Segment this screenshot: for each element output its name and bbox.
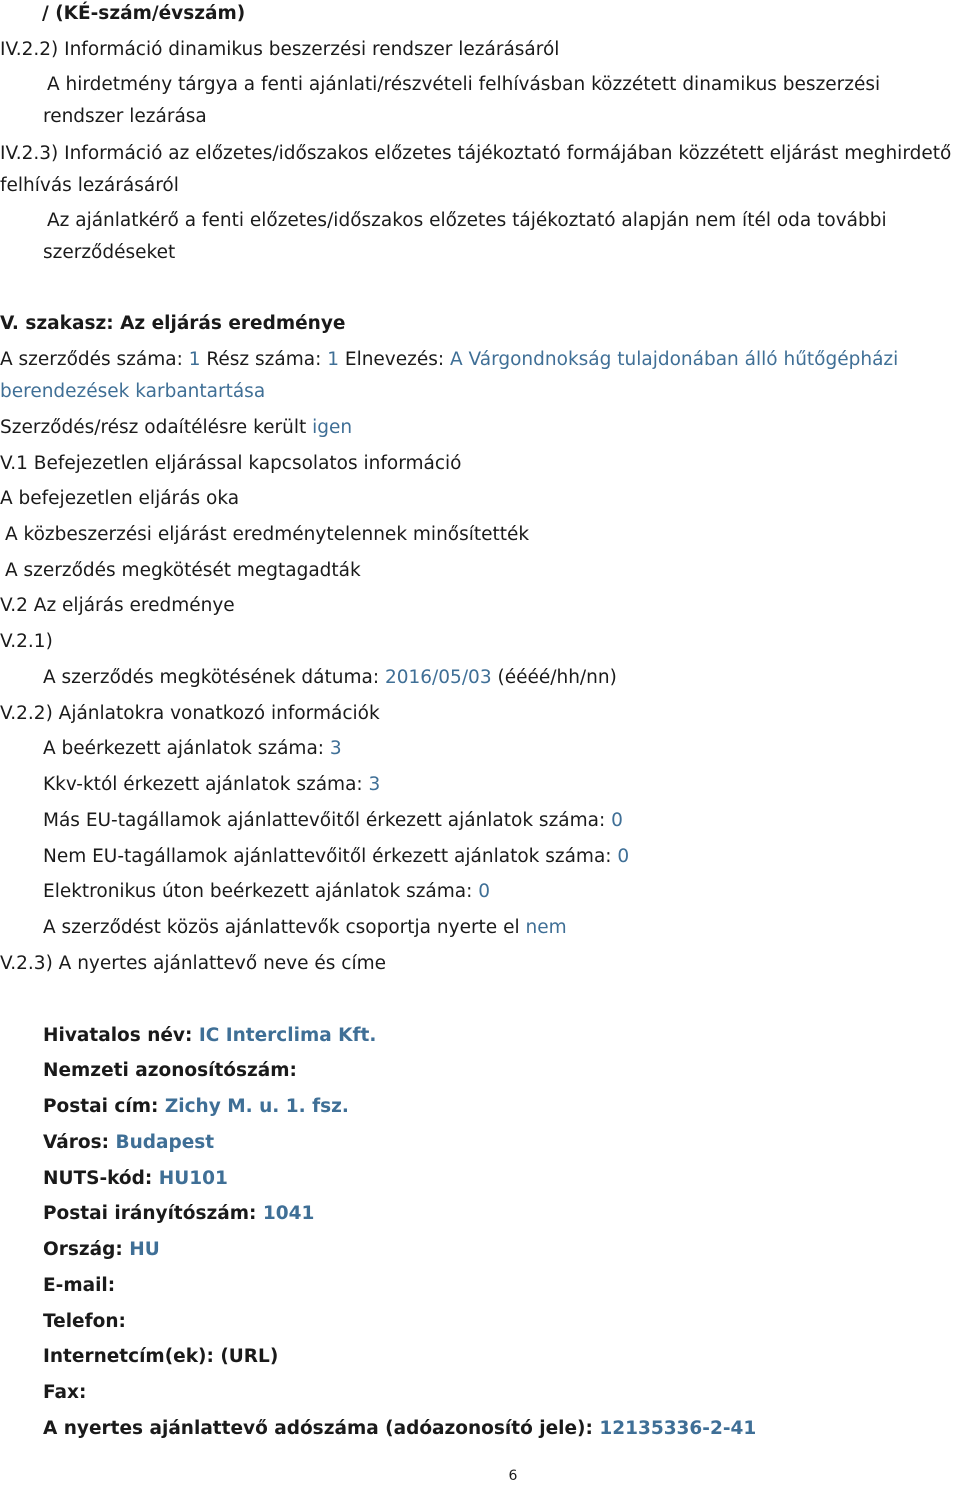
city-line — [43, 1131, 214, 1155]
sme-offers-line — [43, 773, 380, 797]
official-name-line — [43, 1024, 376, 1048]
country-label: Ország: — [43, 1239, 123, 1260]
v1-option-refused: A szerződés megkötését megtagadták — [5, 560, 361, 581]
nuts-value: HU101 — [158, 1168, 228, 1189]
nuts-label: NUTS-kód: — [43, 1168, 153, 1189]
eu-offers-label: Más EU-tagállamok ajánlattevőitől érkezett ajánlatok száma: — [43, 810, 606, 831]
postal-address-value: Zichy M. u. 1. fsz. — [164, 1096, 349, 1117]
postal-address-label: Postai cím: — [43, 1096, 159, 1117]
electronic-offers-value: 0 — [478, 881, 491, 902]
email-label: E-mail: — [43, 1275, 116, 1296]
v2-heading: V.2 Az eljárás eredménye — [0, 595, 235, 616]
awarded-value: igen — [312, 417, 353, 438]
conclusion-date-label: A szerződés megkötésének dátuma: — [43, 667, 380, 688]
iv-2-2-text-line1: A hirdetmény tárgya a fenti ajánlati/részvételi felhívásban közzétett dinamikus beszerzési — [47, 74, 881, 95]
awarded-label: Szerződés/rész odaítélésre került — [0, 417, 307, 438]
v1-option-unsuccessful: A közbeszerzési eljárást eredménytelennek minősítették — [5, 524, 530, 545]
non-eu-offers-label: Nem EU-tagállamok ajánlattevőitől érkezett ajánlatok száma: — [43, 846, 612, 867]
v22-heading: V.2.2) Ajánlatokra vonatkozó információk — [0, 703, 380, 724]
country-value: HU — [129, 1239, 160, 1260]
awarded-line — [0, 416, 352, 440]
iv-2-3-heading-line2: felhívás lezárásáról — [0, 175, 179, 196]
page-number: 6 — [508, 1468, 518, 1484]
v23-heading: V.2.3) A nyertes ajánlattevő neve és címe — [0, 953, 387, 974]
postal-address-line — [43, 1095, 349, 1119]
postcode-value: 1041 — [262, 1203, 315, 1224]
v21-heading: V.2.1) — [0, 631, 53, 652]
postcode-label: Postai irányítószám: — [43, 1203, 257, 1224]
official-name-label: Hivatalos név: — [43, 1025, 193, 1046]
city-label: Város: — [43, 1132, 110, 1153]
offers-received-line — [43, 737, 342, 761]
national-id-label: Nemzeti azonosítószám: — [43, 1060, 297, 1081]
section-v-title: V. szakasz: Az eljárás eredménye — [0, 313, 346, 334]
conclusion-date-format: (éééé/hh/nn) — [497, 667, 617, 688]
contract-info-line1 — [0, 348, 898, 372]
contract-name-label: Elnevezés: — [344, 349, 445, 370]
ke-szam-header: / (KÉ-szám/évszám) — [42, 3, 246, 24]
nuts-line — [43, 1167, 228, 1191]
official-name-value: IC Interclima Kft. — [198, 1025, 377, 1046]
tax-number-value: 12135336-2-41 — [599, 1418, 757, 1439]
part-number-value: 1 — [327, 349, 339, 370]
tax-number-label: A nyertes ajánlattevő adószáma (adóazonosító jele): — [43, 1418, 593, 1439]
contract-name-value-line1: A Várgondnokság tulajdonában álló hűtőgépházi — [450, 349, 899, 370]
sme-offers-value: 3 — [368, 774, 381, 795]
non-eu-offers-line — [43, 845, 629, 869]
iv-2-3-text-line2: szerződéseket — [43, 242, 176, 263]
country-line — [43, 1238, 160, 1262]
city-value: Budapest — [115, 1132, 215, 1153]
v1-reason: A befejezetlen eljárás oka — [0, 488, 240, 509]
phone-label: Telefon: — [43, 1311, 126, 1332]
consortium-line — [43, 916, 567, 940]
non-eu-offers-value: 0 — [617, 846, 630, 867]
eu-offers-value: 0 — [611, 810, 623, 831]
conclusion-date-line — [43, 666, 617, 690]
consortium-value: nem — [525, 917, 567, 938]
fax-label: Fax: — [43, 1382, 87, 1403]
consortium-label: A szerződést közös ajánlattevők csoportja nyerte el — [43, 917, 520, 938]
eu-offers-line — [43, 809, 623, 833]
iv-2-3-heading-line1: IV.2.3) Információ az előzetes/időszakos előzetes tájékoztató formájában közzétett eljárást meghirdető — [0, 143, 952, 164]
contract-name-value-line2: berendezések karbantartása — [0, 381, 266, 402]
electronic-offers-line — [43, 880, 490, 904]
offers-received-value: 3 — [329, 738, 342, 759]
tax-number-line — [43, 1417, 756, 1441]
offers-received-label: A beérkezett ajánlatok száma: — [43, 738, 325, 759]
contract-number-label: A szerződés száma: — [0, 349, 183, 370]
contract-number-value: 1 — [188, 349, 201, 370]
v1-heading: V.1 Befejezetlen eljárással kapcsolatos információ — [0, 453, 462, 474]
iv-2-3-text-line1: Az ajánlatkérő a fenti előzetes/időszakos előzetes tájékoztató alapján nem ítél oda további — [47, 210, 887, 231]
electronic-offers-label: Elektronikus úton beérkezett ajánlatok száma: — [43, 881, 473, 902]
sme-offers-label: Kkv-któl érkezett ajánlatok száma: — [43, 774, 363, 795]
iv-2-2-heading: IV.2.2) Információ dinamikus beszerzési rendszer lezárásáról — [0, 39, 560, 60]
conclusion-date-value: 2016/05/03 — [384, 667, 492, 688]
part-number-label: Rész száma: — [206, 349, 322, 370]
postcode-line — [43, 1202, 314, 1226]
iv-2-2-text-line2: rendszer lezárása — [43, 106, 207, 127]
url-label: Internetcím(ek): (URL) — [43, 1346, 279, 1367]
